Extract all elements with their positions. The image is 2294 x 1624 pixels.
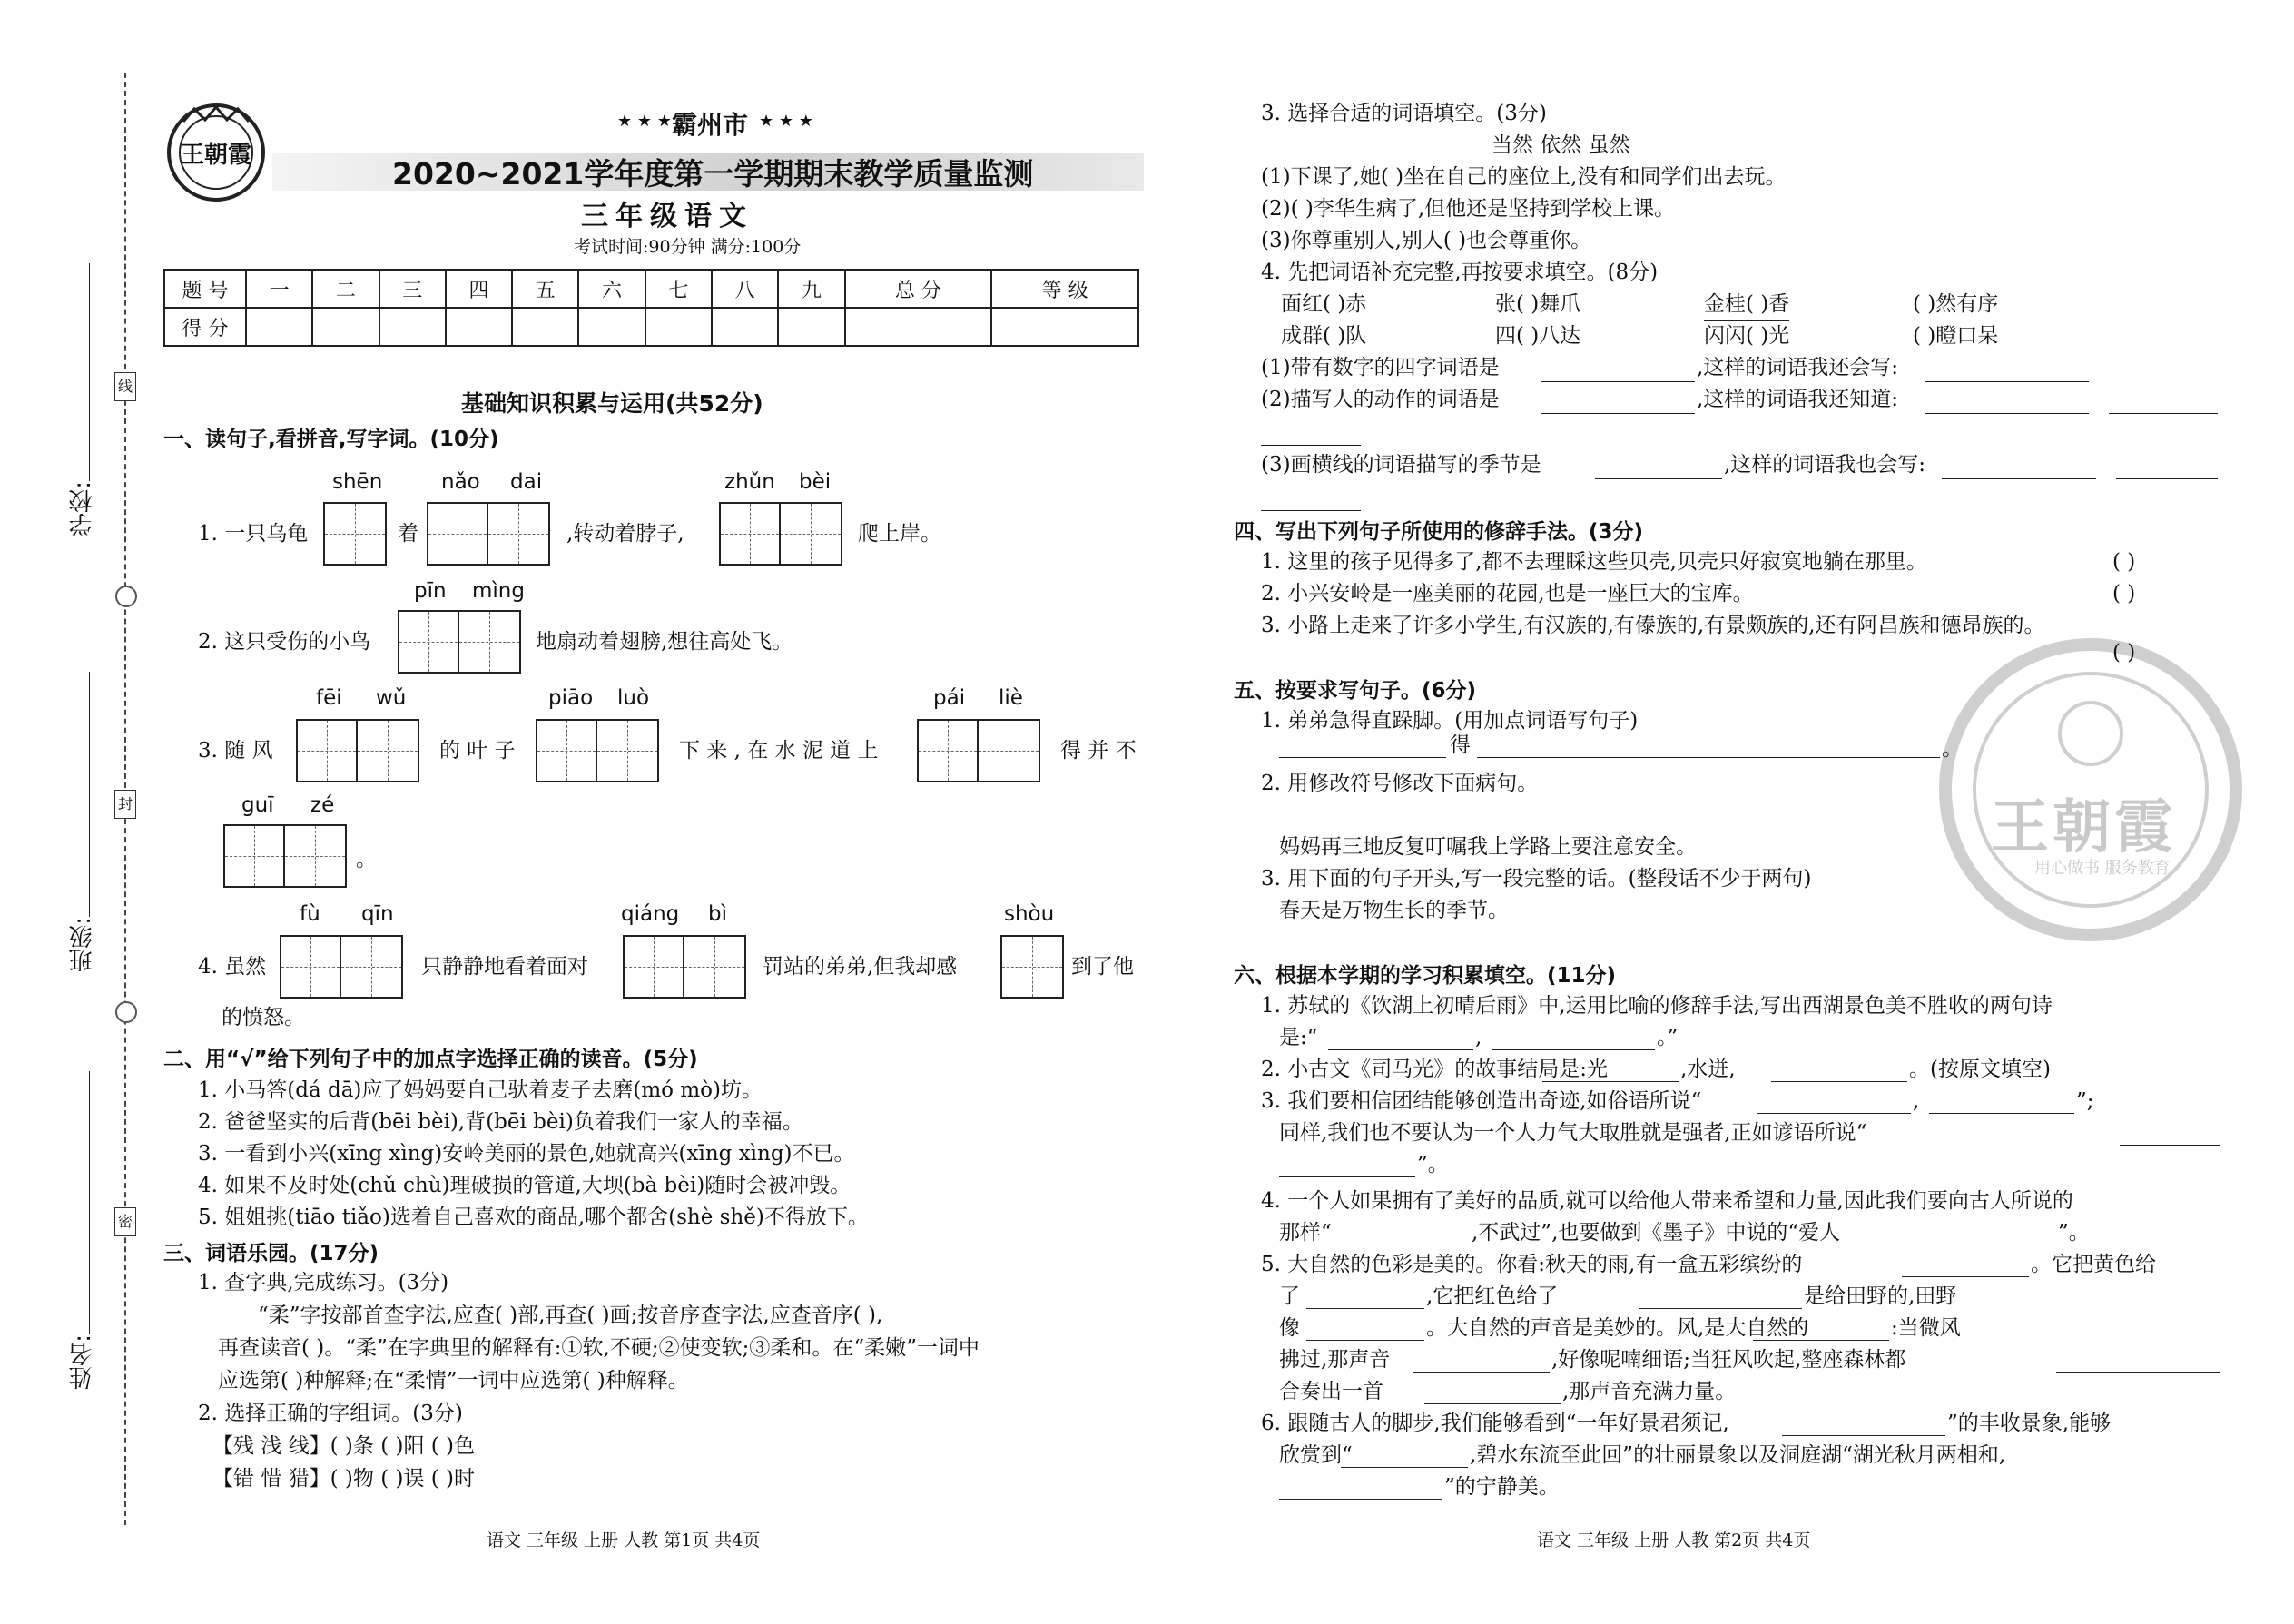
writing-box[interactable] bbox=[285, 826, 345, 886]
s3-q1-title: 1. 查字典,完成练习。(3分) bbox=[198, 1271, 449, 1294]
s6-line: 是给田野的,田野 bbox=[1804, 1284, 1957, 1308]
s4-item: 1. 这里的孩子见得多了,都不去理睬这些贝壳,贝壳只好寂寞地躺在那里。 bbox=[1261, 550, 1927, 574]
score-table bbox=[163, 269, 1139, 347]
q4-sub: ,这样的词语我还会写: bbox=[1697, 356, 1899, 379]
q3-item: (3)你尊重别人,别人( )也会尊重你。 bbox=[1261, 229, 1592, 252]
section2-title: 二、用“√”给下列句子中的加点字选择正确的读音。(5分) bbox=[163, 1048, 698, 1071]
answer-line[interactable] bbox=[1541, 381, 1695, 382]
s6-line: ,好像呢喃细语;当狂风吹起,整座森林都 bbox=[1551, 1348, 1906, 1372]
writing-box[interactable] bbox=[459, 612, 519, 672]
q4-sub: ,这样的词语我也会写: bbox=[1724, 453, 1926, 477]
score-input-cell[interactable] bbox=[246, 308, 312, 346]
score-table-header-row bbox=[164, 270, 1138, 308]
writing-box-group[interactable] bbox=[427, 502, 550, 566]
writing-box[interactable] bbox=[325, 504, 385, 564]
writing-box-group[interactable] bbox=[917, 719, 1040, 782]
s6-line: 欣赏到“ bbox=[1279, 1443, 1353, 1467]
q4-word: 张( )舞爪 bbox=[1495, 292, 1581, 316]
s6-line: 。它把黄色给 bbox=[2031, 1253, 2156, 1276]
s6-line: ,那声音充满力量。 bbox=[1562, 1380, 1737, 1403]
s5-q3-sentence: 春天是万物生长的季节。 bbox=[1279, 899, 1509, 922]
answer-line[interactable] bbox=[1413, 1372, 1550, 1373]
logo-text: 王朝霞 bbox=[180, 142, 251, 169]
q2-text: 地扇动着翅膀,想往高处飞。 bbox=[536, 630, 793, 654]
pinyin: fù bbox=[300, 902, 320, 926]
s6-line: 5. 大自然的色彩是美的。你看:秋天的雨,有一盒五彩缤纷的 bbox=[1261, 1253, 1803, 1276]
writing-box[interactable] bbox=[358, 721, 418, 781]
writing-box-group[interactable] bbox=[323, 502, 387, 566]
pinyin: piāo bbox=[548, 686, 594, 710]
score-cell: 三 bbox=[379, 270, 446, 308]
score-cell: 题 号 bbox=[164, 270, 246, 308]
s6-line: :当微风 bbox=[1891, 1316, 1961, 1340]
s3-q2-row: 【错 惜 猎】( )物 ( )误 ( )时 bbox=[212, 1467, 476, 1491]
s6-line: 拂过,那声音 bbox=[1279, 1348, 1391, 1372]
score-cell: 五 bbox=[512, 270, 578, 308]
class-label: 班级: bbox=[69, 917, 96, 972]
s6-line: 2. 小古文《司马光》的故事结局是:光 bbox=[1261, 1058, 1609, 1081]
s6-line: 3. 我们要相信团结能够创造出奇迹,如俗语所说“ bbox=[1261, 1089, 1702, 1113]
school-label: 学校: bbox=[69, 481, 96, 536]
section4-title: 四、写出下列句子所使用的修辞手法。(3分) bbox=[1234, 520, 1644, 544]
q4-sub: ,这样的词语我还知道: bbox=[1697, 388, 1899, 411]
s6-line: ,不武过”,也要做到《墨子》中说的“爱人 bbox=[1472, 1221, 1841, 1245]
s6-line: ”的丰收景象,能够 bbox=[1947, 1412, 2112, 1435]
answer-line[interactable] bbox=[1782, 1435, 1945, 1436]
answer-paren[interactable]: ( ) bbox=[2112, 550, 2136, 574]
s6-line: 了 bbox=[1279, 1284, 1300, 1308]
pinyin: nǎo bbox=[441, 470, 480, 494]
part-title: 基础知识积累与运用(共52分) bbox=[461, 390, 763, 417]
city-title: 霸州市 bbox=[672, 110, 749, 140]
q4-sub: (2)描写人的动作的词语是 bbox=[1261, 388, 1500, 411]
score-table-score-row bbox=[164, 308, 1138, 346]
watermark-slogan: 用心做书 服务教育 bbox=[2034, 859, 2171, 878]
answer-line[interactable] bbox=[1753, 1340, 1889, 1341]
answer-line[interactable] bbox=[2109, 413, 2218, 414]
writing-box[interactable] bbox=[399, 612, 459, 672]
q3-word-bank: 当然 依然 虽然 bbox=[1492, 133, 1630, 157]
s6-line: 是:“ bbox=[1279, 1026, 1318, 1049]
q1-text: 爬上岸。 bbox=[858, 522, 941, 546]
score-input-cell[interactable] bbox=[578, 308, 645, 346]
pinyin: dai bbox=[510, 470, 543, 494]
s6-line: 像 bbox=[1279, 1316, 1300, 1340]
answer-line[interactable] bbox=[1279, 1499, 1442, 1500]
binding-hole-icon bbox=[115, 1001, 137, 1023]
s6-line: ,碧水东流至此回”的壮丽景象以及洞庭湖“湖光秋月两相和, bbox=[1470, 1443, 2006, 1467]
pinyin: liè bbox=[999, 686, 1023, 710]
s6-line: 。(按原文填空) bbox=[1909, 1058, 2051, 1081]
writing-box[interactable] bbox=[979, 721, 1039, 781]
pinyin: shòu bbox=[1004, 902, 1055, 926]
watermark bbox=[1927, 626, 2254, 953]
school-underline bbox=[89, 263, 90, 481]
answer-line[interactable] bbox=[1328, 1049, 1473, 1050]
s4-item: 2. 小兴安岭是一座美丽的花园,也是一座巨大的宝库。 bbox=[1261, 582, 1754, 605]
writing-box-group[interactable] bbox=[623, 935, 746, 999]
q4-word: ( )瞪口呆 bbox=[1913, 324, 1999, 348]
q3-text: 3. 随 风 bbox=[198, 739, 273, 763]
q4-text: 只静静地看着面对 bbox=[421, 955, 588, 979]
answer-line[interactable] bbox=[1492, 1049, 1655, 1050]
score-row-label: 得 分 bbox=[164, 308, 246, 346]
writing-box-group[interactable] bbox=[719, 502, 842, 566]
q4-text: 4. 虽然 bbox=[198, 955, 267, 979]
exam-info: 考试时间:90分钟 满分:100分 bbox=[574, 237, 802, 257]
answer-line[interactable] bbox=[1279, 1176, 1415, 1177]
answer-paren[interactable]: ( ) bbox=[2112, 641, 2136, 664]
q3-text: 的 叶 子 bbox=[439, 739, 516, 763]
q3-text: 得 并 不 bbox=[1060, 739, 1137, 763]
score-cell: 四 bbox=[446, 270, 512, 308]
binding-hole-icon bbox=[115, 586, 137, 607]
q4-word: ( )然有序 bbox=[1913, 292, 1999, 316]
answer-line[interactable] bbox=[1341, 1467, 1468, 1468]
s6-line: 4. 一个人如果拥有了美好的品质,就可以给他人带来希望和力量,因此我们要向古人所说的 bbox=[1261, 1189, 2073, 1213]
section1-title: 一、读句子,看拼音,写字词。(10分) bbox=[163, 428, 499, 451]
right-page bbox=[1147, 0, 2294, 1624]
pinyin: luò bbox=[617, 686, 650, 710]
q1-text: 着 bbox=[398, 522, 418, 546]
score-input-cell[interactable] bbox=[712, 308, 778, 346]
seal-xian: 线 bbox=[114, 372, 136, 401]
pinyin: guī bbox=[241, 793, 274, 817]
exam-title: 2020~2021学年度第一学期期末教学质量监测 bbox=[392, 156, 1034, 192]
s2-item: 3. 一看到小兴(xīng xìng)安岭美丽的景色,她就高兴(xīng xìng)不已。 bbox=[198, 1142, 855, 1166]
answer-line[interactable] bbox=[2120, 1145, 2220, 1146]
pinyin: zé bbox=[310, 793, 335, 817]
writing-box[interactable] bbox=[298, 721, 358, 781]
score-cell: 九 bbox=[778, 270, 844, 308]
score-cell: 七 bbox=[645, 270, 712, 308]
score-input-cell[interactable] bbox=[379, 308, 446, 346]
writing-box[interactable] bbox=[721, 504, 781, 564]
q3-item: (1)下课了,她( )坐在自己的座位上,没有和同学们出去玩。 bbox=[1261, 165, 1787, 189]
score-input-cell[interactable] bbox=[645, 308, 712, 346]
writing-box[interactable] bbox=[919, 721, 979, 781]
s3-q2-title: 2. 选择正确的字组词。(3分) bbox=[198, 1402, 463, 1425]
pinyin: pái bbox=[933, 686, 966, 710]
answer-line[interactable] bbox=[1424, 1403, 1561, 1404]
answer-line[interactable] bbox=[1306, 1340, 1424, 1341]
score-cell: 二 bbox=[312, 270, 379, 308]
pinyin: mìng bbox=[472, 579, 525, 603]
seal-feng: 封 bbox=[114, 790, 136, 819]
s6-line: ,它把红色给了 bbox=[1426, 1284, 1559, 1308]
answer-line[interactable] bbox=[1542, 1081, 1679, 1082]
pinyin: qiáng bbox=[621, 902, 680, 926]
writing-box[interactable] bbox=[225, 826, 285, 886]
answer-line[interactable] bbox=[1902, 1276, 2029, 1277]
s2-item: 2. 爸爸坚实的后背(bēi bèi),背(bēi bèi)负着我们一家人的幸福。 bbox=[198, 1110, 803, 1134]
q4-word: 闪闪( )光 bbox=[1704, 324, 1790, 348]
answer-paren[interactable]: ( ) bbox=[2112, 582, 2136, 605]
score-input-cell[interactable] bbox=[446, 308, 512, 346]
writing-box-group[interactable] bbox=[398, 610, 521, 674]
s6-line: 同样,我们也不要认为一个人力气大取胜就是强者,正如谚语所说“ bbox=[1279, 1121, 1867, 1145]
writing-box[interactable] bbox=[428, 504, 488, 564]
section6-title: 六、根据本学期的学习积累填空。(11分) bbox=[1234, 964, 1617, 988]
answer-line[interactable] bbox=[1306, 1308, 1424, 1309]
q4-word: 面红( )赤 bbox=[1281, 292, 1367, 316]
q3-title: 3. 选择合适的词语填空。(3分) bbox=[1261, 102, 1547, 125]
writing-box[interactable] bbox=[597, 721, 657, 781]
q3-item: (2)( )李华生病了,但他还是坚持到学校上课。 bbox=[1261, 197, 1676, 221]
pinyin: bì bbox=[708, 902, 727, 926]
city-stars-right: ★ ★ ★ bbox=[759, 112, 813, 131]
s5-q1-de: 得 bbox=[1450, 733, 1471, 757]
brand-logo bbox=[165, 102, 267, 203]
answer-line[interactable] bbox=[2116, 478, 2218, 479]
city-stars-left: ★ ★ ★ bbox=[617, 112, 672, 131]
class-underline bbox=[89, 672, 90, 917]
s5-q3: 3. 用下面的句子开头,写一段完整的话。(整段话不少于两句) bbox=[1261, 867, 1812, 891]
pinyin: bèi bbox=[799, 470, 832, 494]
s6-line: ,水迸, bbox=[1680, 1058, 1736, 1081]
writing-box-group[interactable] bbox=[280, 935, 403, 999]
answer-line[interactable] bbox=[1595, 478, 1722, 479]
writing-box-group[interactable] bbox=[296, 719, 419, 782]
s4-item: 3. 小路上走来了许多小学生,有汉族的,有傣族的,有景颇族的,还有阿昌族和德昂族的。 bbox=[1261, 614, 2045, 637]
answer-line[interactable] bbox=[1541, 413, 1695, 414]
writing-box[interactable] bbox=[781, 504, 841, 564]
pinyin: shēn bbox=[332, 470, 383, 494]
q3-text: 。 bbox=[356, 848, 377, 871]
close-quote-mark: ”。 bbox=[2058, 1221, 2090, 1245]
pinyin: wǔ bbox=[376, 686, 407, 710]
score-input-cell[interactable] bbox=[512, 308, 578, 346]
pinyin: pīn bbox=[414, 579, 447, 603]
q2-text: 2. 这只受伤的小鸟 bbox=[198, 630, 371, 654]
q1-text: 1. 一只乌龟 bbox=[198, 522, 309, 546]
score-cell: 八 bbox=[712, 270, 778, 308]
s6-line: 那样“ bbox=[1279, 1221, 1332, 1245]
writing-box-group[interactable] bbox=[223, 824, 347, 888]
pinyin: qīn bbox=[361, 902, 394, 926]
writing-box-group[interactable] bbox=[1000, 935, 1064, 999]
score-input-cell[interactable] bbox=[778, 308, 844, 346]
score-input-cell[interactable] bbox=[991, 308, 1138, 346]
pinyin: fēi bbox=[316, 686, 342, 710]
q4-word: 四( )八达 bbox=[1495, 324, 1581, 348]
pinyin: zhǔn bbox=[724, 470, 775, 494]
s6-line: 6. 跟随古人的脚步,我们能够看到“一年好景君须记, bbox=[1261, 1412, 1729, 1435]
s5-q2: 2. 用修改符号修改下面病句。 bbox=[1261, 772, 1539, 795]
s3-q1-line: “柔”字按部首查字法,应查( )部,再查( )画;按音序查字法,应查音序( ), bbox=[258, 1304, 883, 1327]
writing-box[interactable] bbox=[625, 937, 684, 997]
answer-line[interactable] bbox=[1261, 510, 1361, 511]
score-cell: 总 分 bbox=[845, 270, 992, 308]
comma-mark: , bbox=[1913, 1089, 1920, 1113]
answer-line[interactable] bbox=[1261, 445, 1361, 446]
s6-line: 。大自然的声音是美妙的。风,是大自然的 bbox=[1426, 1316, 1809, 1340]
score-input-cell[interactable] bbox=[312, 308, 379, 346]
answer-line[interactable] bbox=[1942, 478, 2096, 479]
score-cell: 六 bbox=[578, 270, 645, 308]
comma-mark: , bbox=[1475, 1026, 1482, 1049]
writing-box[interactable] bbox=[684, 937, 744, 997]
answer-line[interactable] bbox=[1925, 381, 2089, 382]
close-quote-mark: 。” bbox=[1657, 1026, 1679, 1049]
q4-word: 成群( )队 bbox=[1281, 324, 1367, 348]
score-cell: 等 级 bbox=[991, 270, 1138, 308]
name-label: 姓名: bbox=[69, 1334, 96, 1390]
s6-line: ”的宁静美。 bbox=[1444, 1475, 1560, 1499]
s5-q2-sentence: 妈妈再三地反复叮嘱我上学路上要注意安全。 bbox=[1279, 835, 1697, 859]
s2-item: 4. 如果不及时处(chǔ chù)理破损的管道,大坝(bà bèi)随时会被冲毁。 bbox=[198, 1174, 852, 1197]
name-underline bbox=[89, 1071, 90, 1334]
close-quote-mark: ”。 bbox=[1417, 1153, 1449, 1176]
page-footer: 语文 三年级 上册 人教 第1页 共4页 bbox=[487, 1530, 761, 1550]
s6-line: 合奏出一首 bbox=[1279, 1380, 1383, 1403]
answer-line[interactable] bbox=[1279, 757, 1446, 758]
s2-item: 1. 小马答(dá dā)应了妈妈要自己驮着麦子去磨(mó mò)坊。 bbox=[198, 1078, 763, 1102]
q4-sub: (3)画横线的词语描写的季节是 bbox=[1261, 453, 1541, 477]
score-cell: 一 bbox=[246, 270, 312, 308]
answer-line[interactable] bbox=[1771, 1081, 1907, 1082]
q4-sub: (1)带有数字的四字词语是 bbox=[1261, 356, 1500, 379]
writing-box[interactable] bbox=[537, 721, 597, 781]
watermark-name: 王朝霞 bbox=[1991, 793, 2176, 861]
writing-box-group[interactable] bbox=[536, 719, 659, 782]
s3-q1-line: 再查读音( )。“柔”在字典里的解释有:①软,不硬;②使变软;③柔和。在“柔嫩”一词中 bbox=[218, 1336, 980, 1360]
q4-text: 到了他 bbox=[1071, 955, 1134, 979]
s2-item: 5. 姐姐挑(tiāo tiǎo)选着自己喜欢的商品,哪个都舍(shè shě)不得放下。 bbox=[198, 1206, 869, 1229]
answer-line[interactable] bbox=[2056, 1372, 2220, 1373]
q4-word-underlined: 金桂( )香 bbox=[1704, 289, 1789, 321]
writing-box[interactable] bbox=[488, 504, 548, 564]
subject-title: 三年级语文 bbox=[581, 201, 753, 232]
section5-title: 五、按要求写句子。(6分) bbox=[1234, 679, 1477, 703]
s3-q1-line: 应选第( )种解释;在“柔情”一词中应选第( )种解释。 bbox=[218, 1369, 689, 1393]
answer-line[interactable] bbox=[1929, 1113, 2074, 1114]
writing-box[interactable] bbox=[1002, 937, 1062, 997]
s3-q2-row: 【残 浅 线】( )条 ( )阳 ( )色 bbox=[212, 1434, 476, 1458]
score-input-cell[interactable] bbox=[845, 308, 992, 346]
answer-line[interactable] bbox=[1477, 757, 1940, 758]
close-quote-mark: ”; bbox=[2076, 1089, 2094, 1113]
page-footer: 语文 三年级 上册 人教 第2页 共4页 bbox=[1537, 1530, 1811, 1550]
s5-q1: 1. 弟弟急得直跺脚。(用加点词语写句子) bbox=[1261, 709, 1639, 733]
section3-title: 三、词语乐园。(17分) bbox=[163, 1242, 379, 1265]
answer-line[interactable] bbox=[1925, 413, 2089, 414]
q3-text: 下 来 , 在 水 泥 道 上 bbox=[679, 739, 879, 763]
period-mark: 。 bbox=[1942, 737, 1963, 761]
seal-mi: 密 bbox=[114, 1207, 136, 1236]
s6-line: 1. 苏轼的《饮湖上初晴后雨》中,运用比喻的修辞手法,写出西湖景色美不胜收的两句诗 bbox=[1261, 994, 2053, 1018]
answer-line[interactable] bbox=[1639, 1308, 1802, 1309]
writing-box[interactable] bbox=[341, 937, 401, 997]
q4-text: 罚站的弟弟,但我却感 bbox=[763, 955, 958, 979]
q1-text: ,转动着脖子, bbox=[566, 522, 684, 546]
answer-line[interactable] bbox=[1757, 1113, 1911, 1114]
writing-box[interactable] bbox=[281, 937, 341, 997]
q4-text: 的愤怒。 bbox=[222, 1006, 305, 1029]
q4-title: 4. 先把词语补充完整,再按要求填空。(8分) bbox=[1261, 261, 1659, 284]
